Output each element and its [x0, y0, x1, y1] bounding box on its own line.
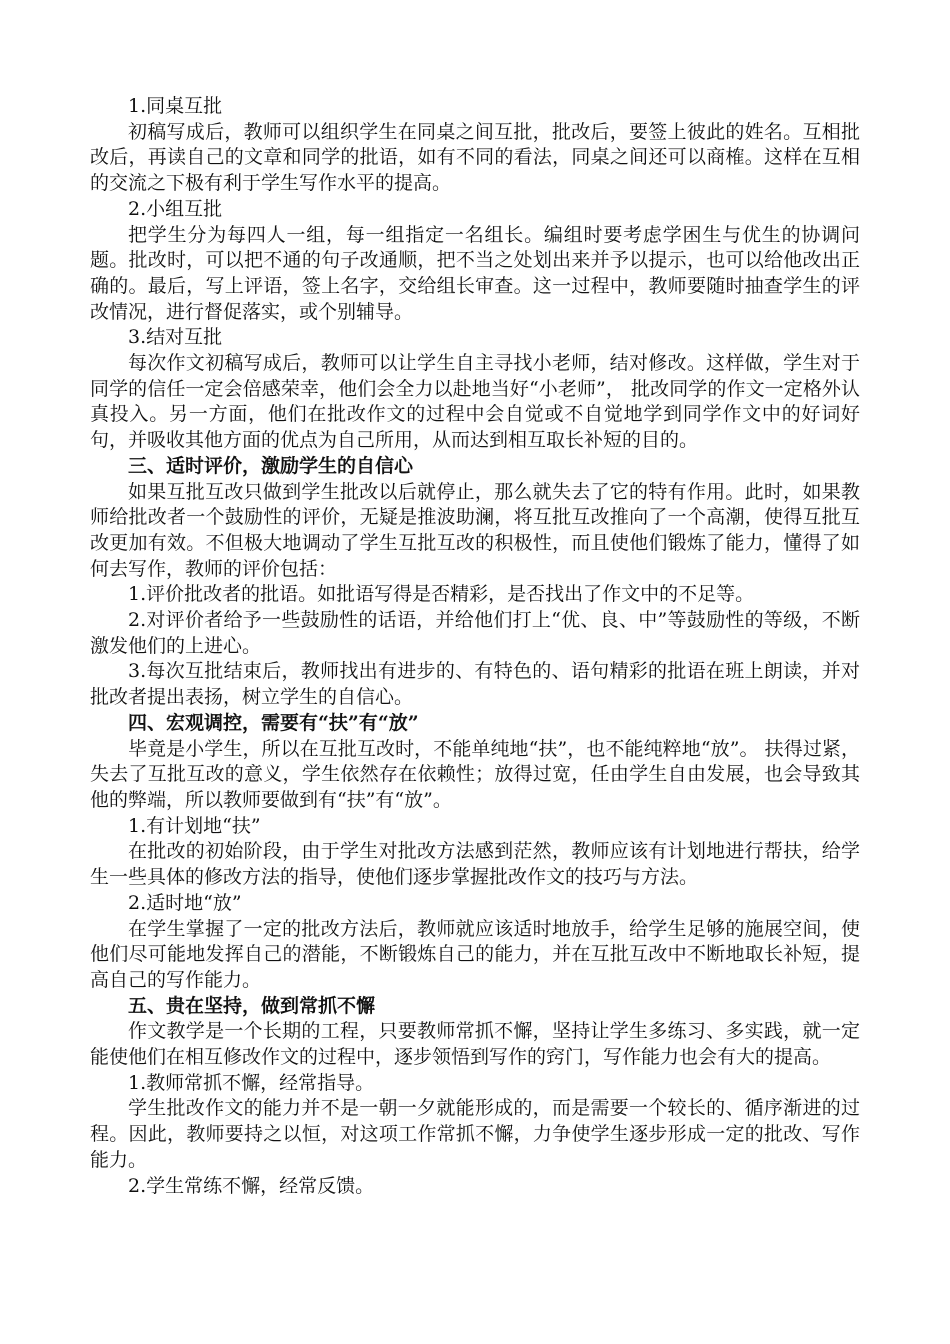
subheading-1: 1.同桌互批 — [128, 95, 223, 117]
subheading-5-1: 1.教师常抓不懈，经常指导。 — [128, 1071, 375, 1094]
paragraph: 在学生掌握了一定的批改方法后，教师就应该适时地放手，给学生足够的施展空间，使他们尽可能地发挥自己的潜能，不断锻炼自己的能力，并在互批互改中不断地取长补短，提高自己的写作能力。 — [90, 917, 860, 991]
subheading-4-2: 2.适时地“放” — [128, 891, 242, 914]
paragraph: 把学生分为每四人一组，每一组指定一名组长。编组时要考虑学困生与优生的协调问题。批改时，可以把不通的句子改通顺，把不当之处划出来并予以提示，也可以给他改出正确的。最后，写上评语，签上名字，交给组长审查。这一过程中，教师要随时抽查学生的评改情况，进行督促落实，或个别辅导。 — [90, 223, 860, 323]
paragraph: 在批改的初始阶段，由于学生对批改方法感到茫然，教师应该有计划地进行帮扶，给学生一些具体的修改方法的指导，使他们逐步掌握批改作文的技巧与方法。 — [90, 840, 860, 889]
section-heading-5: 五、贵在坚持，做到常抓不懈 — [128, 994, 376, 1017]
subheading-2: 2.小组互批 — [128, 197, 223, 220]
paragraph: 学生批改作文的能力并不是一朝一夕就能形成的，而是需要一个较长的、循序渐进的过程。因此，教师要持之以恒，对这项工作常抓不懈，力争使学生逐步形成一定的批改、写作能力。 — [90, 1097, 860, 1171]
subheading-3: 3.结对互批 — [128, 326, 223, 349]
document-page — [90, 94, 860, 1199]
paragraph: 毕竟是小学生，所以在互批互改时，不能单纯地“扶”，也不能纯粹地“放”。 扶得过紧，失去了互批互改的意义，学生依然存在依赖性；放得过宽，任由学生自由发展，也会导致其他的弊端，所以教师要做到有“扶”有“放”。 — [90, 737, 860, 811]
section-heading-4: 四、宏观调控，需要有“扶”有“放” — [128, 711, 419, 734]
list-item: 2.对评价者给予一些鼓励性的话语，并给他们打上“优、良、中”等鼓励性的等级，不断激发他们的上进心。 — [90, 609, 860, 657]
paragraph: 初稿写成后，教师可以组织学生在同桌之间互批，批改后，要签上彼此的姓名。互相批改后，再读自己的文章和同学的批语，如有不同的看法，同桌之间还可以商榷。这样在互相的交流之下极有利于学生写作水平的提高。 — [90, 120, 860, 195]
list-item: 3.每次互批结束后，教师找出有进步的、有特色的、语句精彩的批语在班上朗读，并对批改者提出表扬，树立学生的自信心。 — [90, 660, 860, 709]
paragraph: 作文教学是一个长期的工程，只要教师常抓不懈，坚持让学生多练习、多实践，就一定能使他们在相互修改作文的过程中，逐步领悟到写作的窍门，写作能力也会有大的提高。 — [90, 1020, 860, 1069]
section-heading-3: 三、适时评价，激励学生的自信心 — [128, 454, 414, 477]
paragraph: 如果互批互改只做到学生批改以后就停止，那么就失去了它的特有作用。此时，如果教师给批改者一个鼓励性的评价，无疑是推波助澜，将互批互改推向了一个高潮，使得互批互改更加有效。不但极大地调动了学生互批互改的积极性，而且使他们锻炼了能力，懂得了如何去写作，教师的评价包括： — [90, 480, 860, 580]
subheading-5-2: 2.学生常练不懈，经常反馈。 — [128, 1174, 375, 1197]
subheading-4-1: 1.有计划地“扶” — [128, 814, 261, 837]
list-item: 1.评价批改者的批语。如批语写得是否精彩，是否找出了作文中的不足等。 — [128, 583, 755, 606]
paragraph: 每次作文初稿写成后，教师可以让学生自主寻找小老师，结对修改。这样做，学生对于同学的信任一定会倍感荣幸，他们会全力以赴地当好“小老师”， 批改同学的作文一定格外认真投入。另一方面，他们在批改作文的过程中会自觉或不自觉地学到同学作文中的好词好句，并吸收其他方面的优点为自己所用，从而达到相互取长补短的目的。 — [90, 352, 860, 452]
